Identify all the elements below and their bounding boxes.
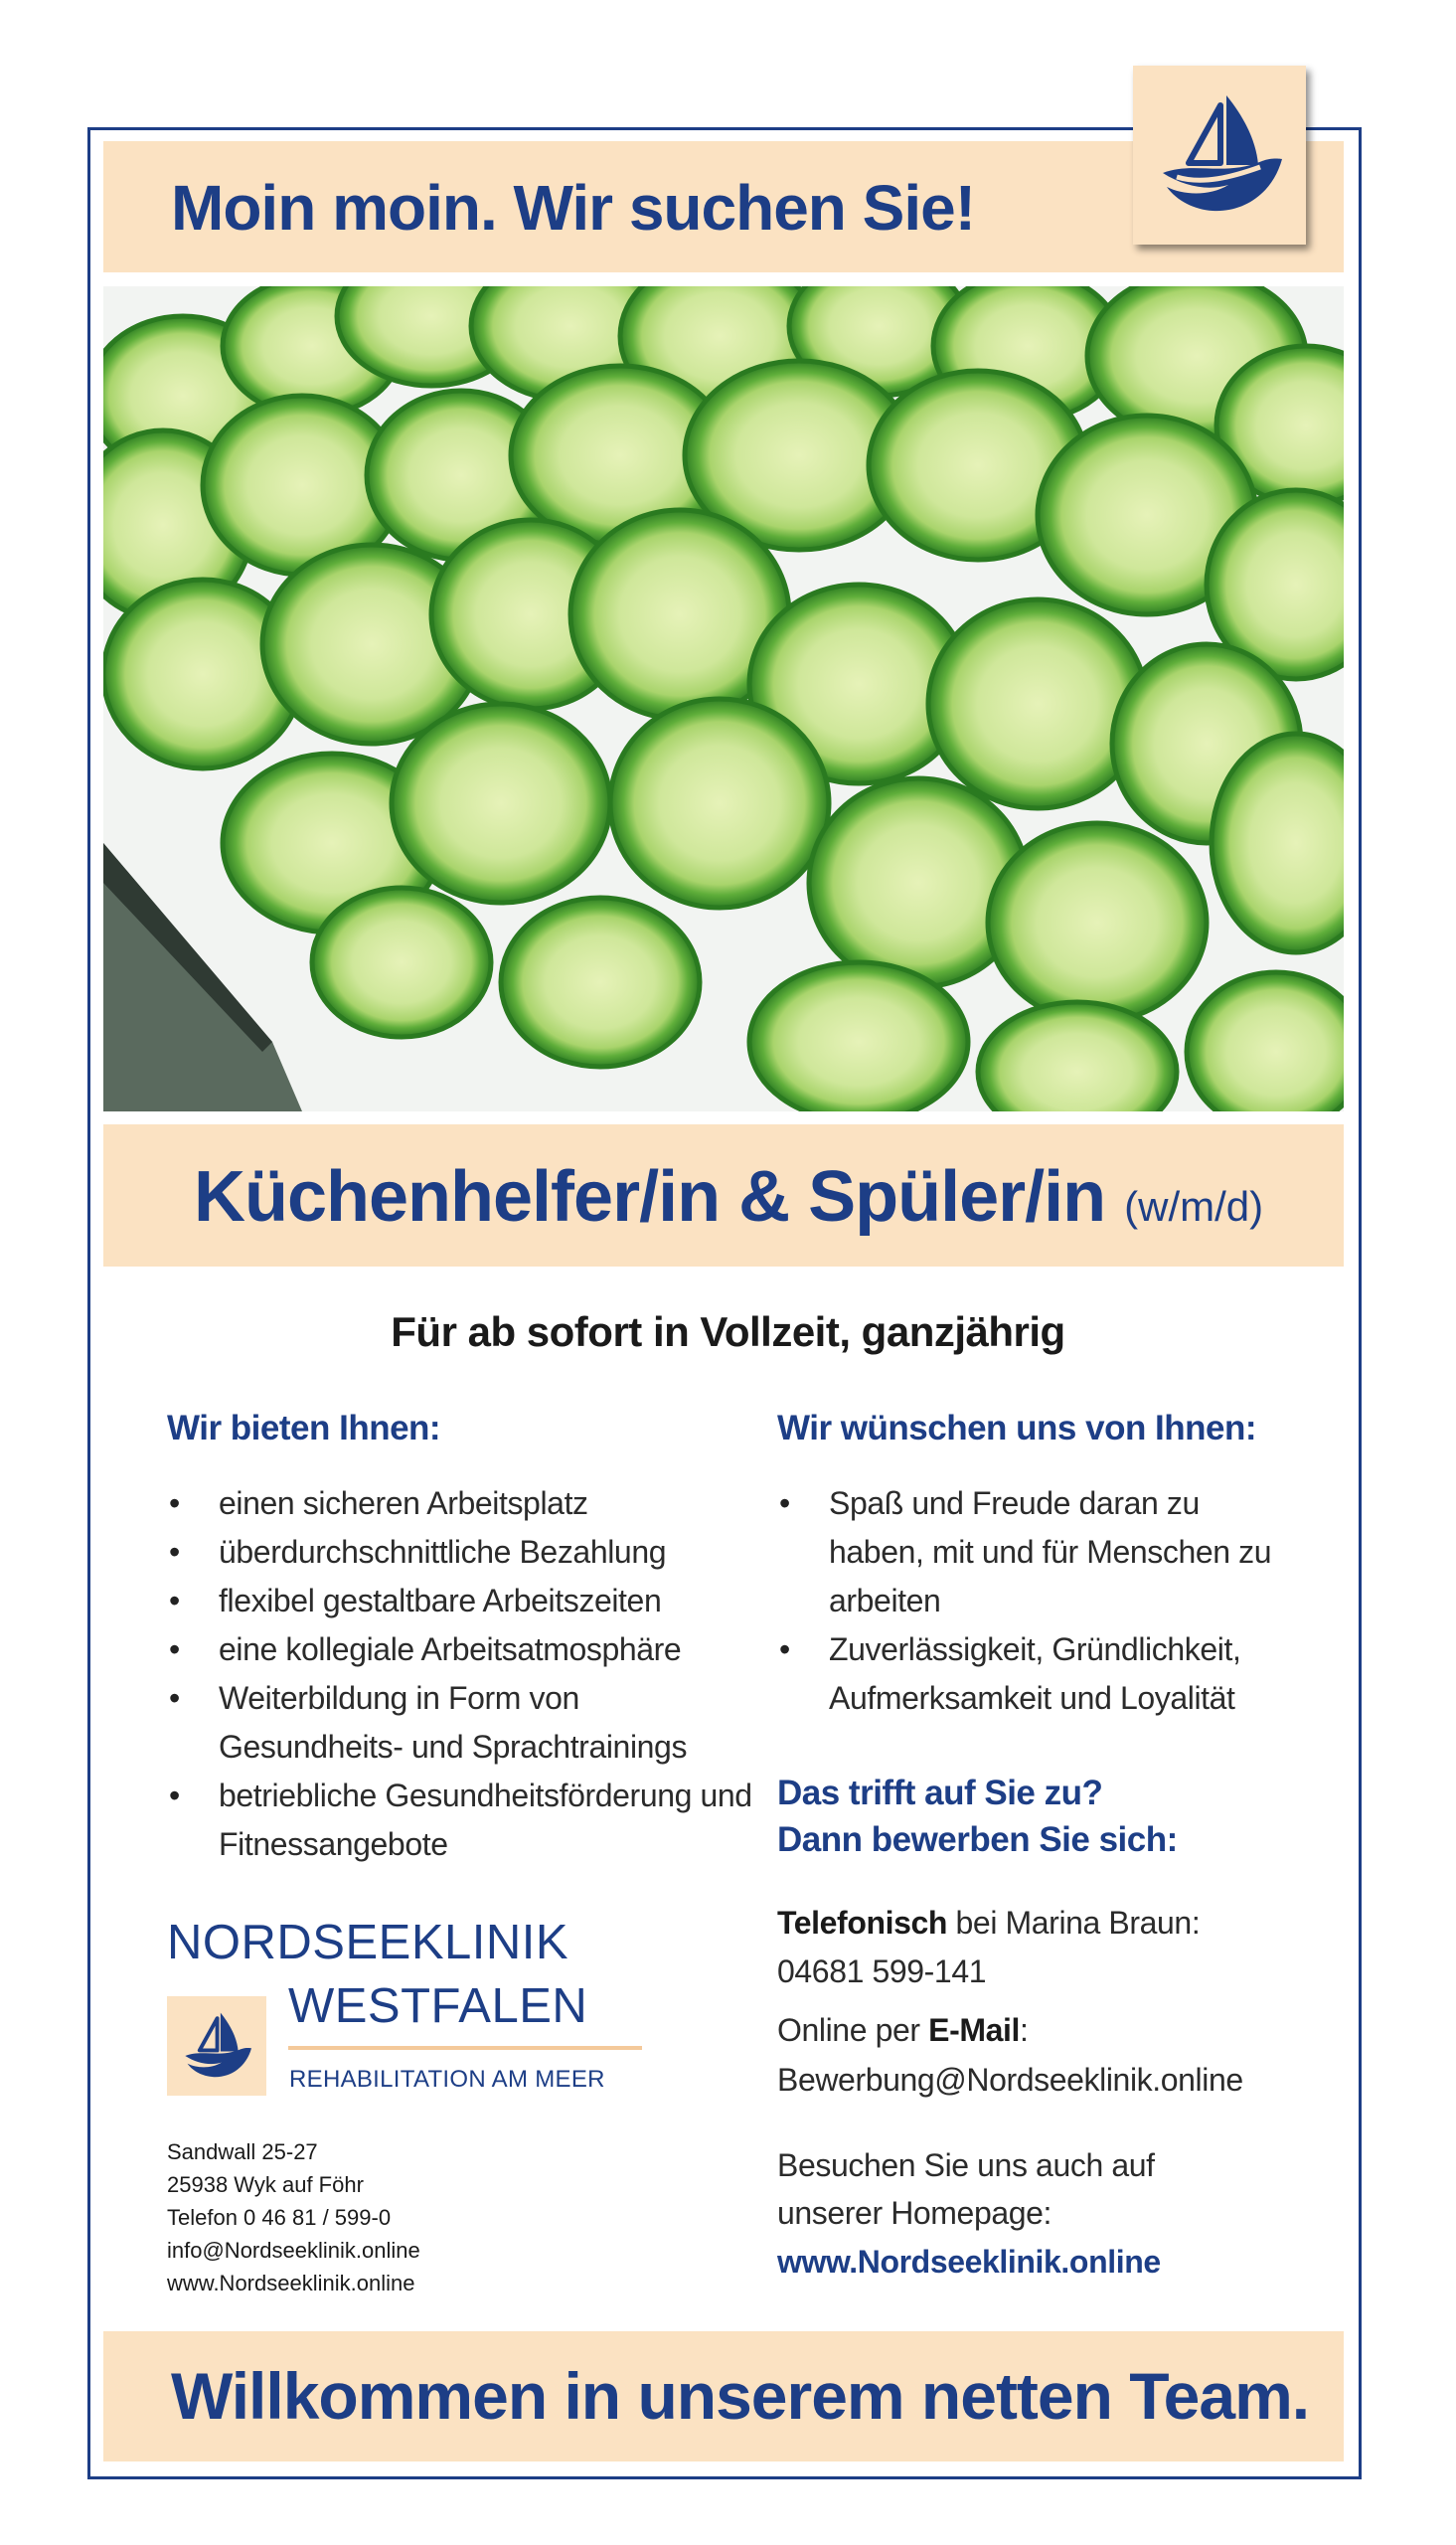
list-item: • flexibel gestaltbare Arbeitszeiten [167,1577,763,1625]
brand-name-line-2: WESTFALEN [288,1979,588,2033]
phone-number[interactable]: 04681 599-141 [777,1953,987,1989]
offer-list [167,1479,763,1869]
job-title [194,1156,1263,1238]
mail-prefix: Online per [777,2012,929,2048]
list-item: • Spaß und Freude daran zu haben, mit und für Menschen zu arbeiten [777,1479,1286,1625]
sailboat-wave-icon [167,1996,266,2096]
application-email-link[interactable]: Bewerbung@Nordseeklinik.online [777,2062,1243,2098]
gender-suffix: (w/m/d) [1124,1183,1264,1230]
wish-heading: Wir wünschen uns von Ihnen: [777,1409,1257,1447]
phone-line [777,1905,1200,1942]
header-headline: Moin moin. Wir suchen Sie! [171,172,976,244]
logo-badge [1133,66,1306,245]
mail-line [777,2012,1028,2049]
mail-label: E-Mail [928,2012,1020,2048]
job-subtitle: Für ab sofort in Vollzeit, ganzjährig [391,1308,1065,1355]
cta-line-2: Dann bewerben Sie sich: [777,1820,1178,1859]
phone-contact-person: bei Marina Braun: [947,1905,1201,1941]
address-web[interactable]: www.Nordseeklinik.online [167,2271,415,2295]
list-item: • einen sicheren Arbeitsplatz [167,1479,763,1528]
visit-line-1: Besuchen Sie uns auch auf [777,2147,1155,2183]
wish-list [777,1479,1334,1723]
offer-heading: Wir bieten Ihnen: [167,1409,441,1447]
brand-tagline: REHABILITATION AM MEER [289,2066,605,2093]
apply-cta [777,1770,1178,1863]
brand-name-line-1: NORDSEEKLINIK [167,1916,569,1969]
job-title-text: Küchenhelfer/in & Spüler/in [194,1157,1106,1237]
list-item: • überdurchschnittliche Bezahlung [167,1528,763,1577]
sailboat-wave-icon [1133,66,1306,245]
footer-headline: Willkommen in unserem netten Team. [171,2359,1310,2433]
visit-line-2: unserer Homepage: [777,2195,1052,2231]
list-item: • Weiterbildung in Form von Gesundheits- und Sprachtrainings [167,1674,735,1772]
brand-divider [288,2046,642,2050]
address-city: 25938 Wyk auf Föhr [167,2172,364,2197]
cta-line-1: Das trifft auf Sie zu? [777,1774,1103,1812]
list-item: • betriebliche Gesundheitsförderung und Fitnessangebote [167,1772,775,1869]
address-street: Sandwall 25-27 [167,2139,318,2164]
address-block [167,2135,420,2299]
list-item: • Zuverlässigkeit, Gründlichkeit, Aufmerksamkeit und Loyalität [777,1625,1326,1723]
cucumber-photo [103,286,1344,1111]
phone-label: Telefonisch [777,1905,948,1941]
address-email[interactable]: info@Nordseeklinik.online [167,2238,420,2263]
address-phone: Telefon 0 46 81 / 599-0 [167,2205,392,2230]
website-link[interactable]: www.Nordseeklinik.online [777,2244,1161,2280]
brand-logo [167,1996,266,2096]
mail-suffix: : [1019,2012,1029,2048]
list-item: • eine kollegiale Arbeitsatmosphäre [167,1625,763,1674]
